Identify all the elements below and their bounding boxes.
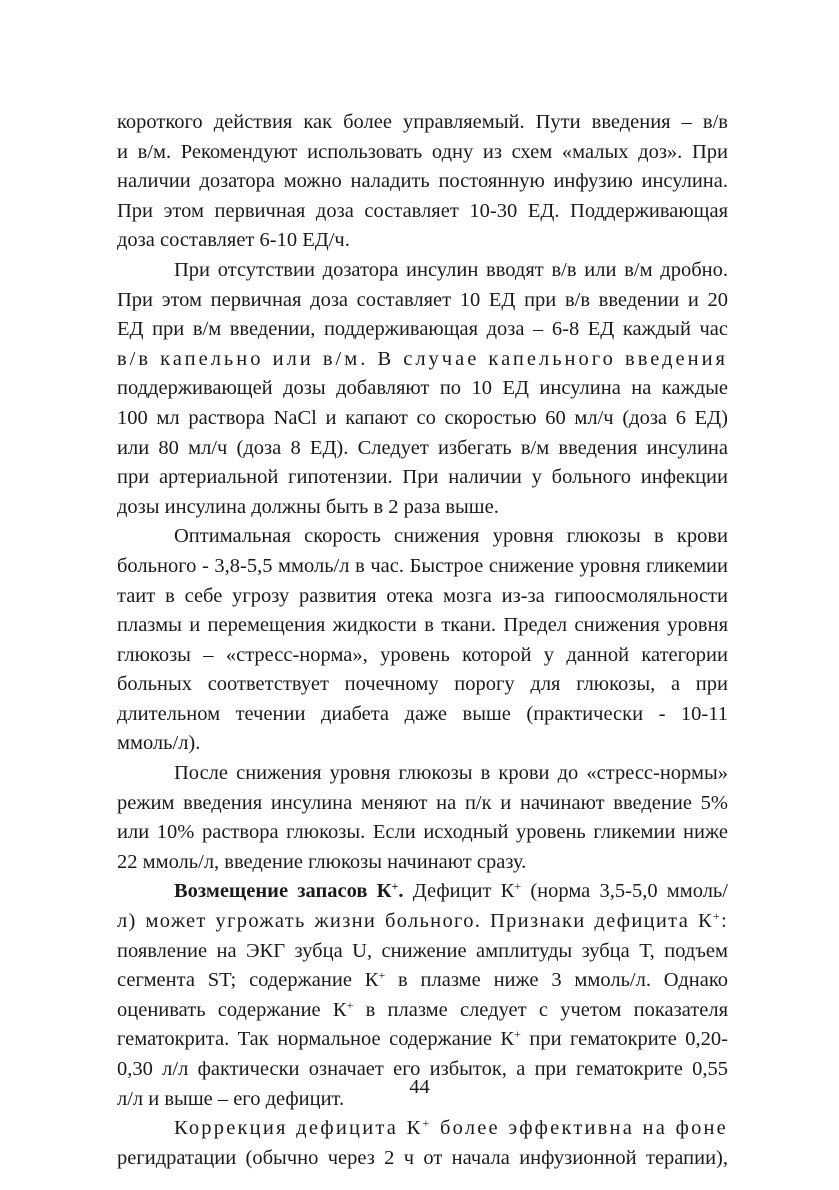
text-line: 0,30 л/л фактически означает его избыток, а при гематокрите 0,55: [117, 1058, 728, 1080]
section-heading-text: Возмещение запасов К: [174, 880, 392, 903]
text-line: После снижения уровня глюкозы в крови до «стресс-нормы»: [174, 762, 728, 785]
text-line: плазмы и перемещения жидкости в ткани. Предел снижения уровня: [117, 614, 728, 637]
text-fragment: в плазме ниже 3 ммоль/л. Однако: [385, 969, 728, 992]
text-line: ммоль/л).: [117, 732, 201, 755]
paragraph-6: [117, 1114, 728, 1173]
text-line: [117, 966, 728, 996]
text-fragment: более эффективна на фоне: [431, 1117, 728, 1140]
text-line: таит в себе угрозу развития отека мозга из-за гипоосмоляльности: [117, 584, 728, 607]
page-body: [117, 108, 728, 1173]
text-fragment: (норма 3,5-5,0 ммоль/: [521, 880, 728, 903]
text-line: и в/м. Рекомендуют использовать одну из схем «малых доз». При: [117, 140, 728, 163]
text-line: режим введения инсулина меняют на п/к и начинают введение 5%: [117, 791, 728, 814]
text-line: [117, 1114, 728, 1144]
paragraph-2: [117, 256, 728, 522]
paragraph-3: [117, 522, 728, 759]
text-fragment: при гематокрите 0,20-: [520, 1028, 728, 1051]
text-line: или 80 мл/ч (доза 8 ЕД). Следует избегать в/м введения инсулина: [117, 436, 728, 459]
text-line: больного - 3,8-5,5 ммоль/л в час. Быстрое снижение уровня гликемии: [117, 554, 728, 577]
page-number: 44: [409, 1076, 430, 1098]
text-line: короткого действия как более управляемый. Пути введения – в/в: [117, 111, 728, 133]
text-fragment: гематокрита. Так нормальное содержание К: [117, 1028, 515, 1051]
text-line: при артериальной гипотензии. При наличии у больного инфекции: [117, 466, 728, 489]
section-heading: [174, 880, 404, 902]
superscript: +: [391, 879, 399, 894]
superscript: +: [422, 1116, 432, 1131]
text-line: [117, 996, 728, 1026]
text-line: появление на ЭКГ зубца U, снижение амплитуды зубца Т, подъем: [117, 939, 728, 962]
text-fragment: в плазме следует с учетом показателя: [353, 998, 728, 1021]
text-fragment: л) может угрожать жизни больного. Признаки дефицита К: [117, 910, 713, 933]
text-fragment: Коррекция дефицита К: [174, 1117, 423, 1140]
text-line: ЕД при в/м введении, поддерживающая доза – 6-8 ЕД каждый час: [117, 318, 728, 341]
text-line: или 10% раствора глюкозы. Если исходный уровень гликемии ниже: [117, 821, 728, 844]
text-line: [117, 907, 728, 937]
text-line: больных соответствует почечному порогу для глюкозы, а при: [117, 673, 728, 696]
text-line: 100 мл раствора NaCl и капают со скоростью 60 мл/ч (доза 6 ЕД): [117, 406, 728, 429]
paragraph-4: [117, 759, 728, 877]
text-line: Оптимальная скорость снижения уровня глюкозы в крови: [174, 525, 728, 548]
text-line: глюкозы – «стресс-норма», уровень которой у данной категории: [117, 643, 728, 666]
text-fragment: :: [721, 910, 728, 933]
text-fragment: сегмента ST; содержание К: [117, 969, 379, 992]
text-line: л/л и выше – его дефицит.: [117, 1087, 345, 1110]
superscript: +: [346, 997, 354, 1012]
text-line: При этом первичная доза составляет 10-30 ЕД. Поддерживающая: [117, 199, 728, 222]
text-fragment: оценивать содержание К: [117, 998, 347, 1021]
text-line: дозы инсулина должны быть в 2 раза выше.: [117, 495, 499, 518]
superscript: +: [712, 909, 721, 924]
text-line: длительном течении диабета даже выше (практически - 10-11: [117, 702, 728, 725]
text-line: поддерживающей дозы добавляют по 10 ЕД инсулина на каждые: [117, 377, 728, 400]
text-line: При отсутствии дозатора инсулин вводят в/в или в/м дробно.: [174, 258, 728, 281]
text-line: 22 ммоль/л, введение глюкозы начинают сразу.: [117, 850, 527, 873]
text-line: в/в капельно или в/м. В случае капельного введения: [117, 347, 728, 370]
text-line: [117, 877, 728, 907]
text-line: наличии дозатора можно наладить постоянную инфузию инсулина.: [117, 170, 728, 193]
text-line: регидратации (обычно через 2 ч от начала инфузионной терапии),: [117, 1146, 728, 1169]
text-line: доза составляет 6-10 ЕД/ч.: [117, 229, 350, 252]
paragraph-1: [117, 108, 728, 256]
text-fragment: Дефицит К: [403, 880, 515, 903]
text-line: При этом первичная доза составляет 10 ЕД при в/в введении и 20: [117, 288, 728, 311]
text-line: [117, 1025, 728, 1055]
superscript: +: [514, 1027, 521, 1042]
superscript: +: [514, 879, 522, 894]
superscript: +: [378, 968, 386, 983]
section-heading-period: .: [398, 880, 404, 903]
